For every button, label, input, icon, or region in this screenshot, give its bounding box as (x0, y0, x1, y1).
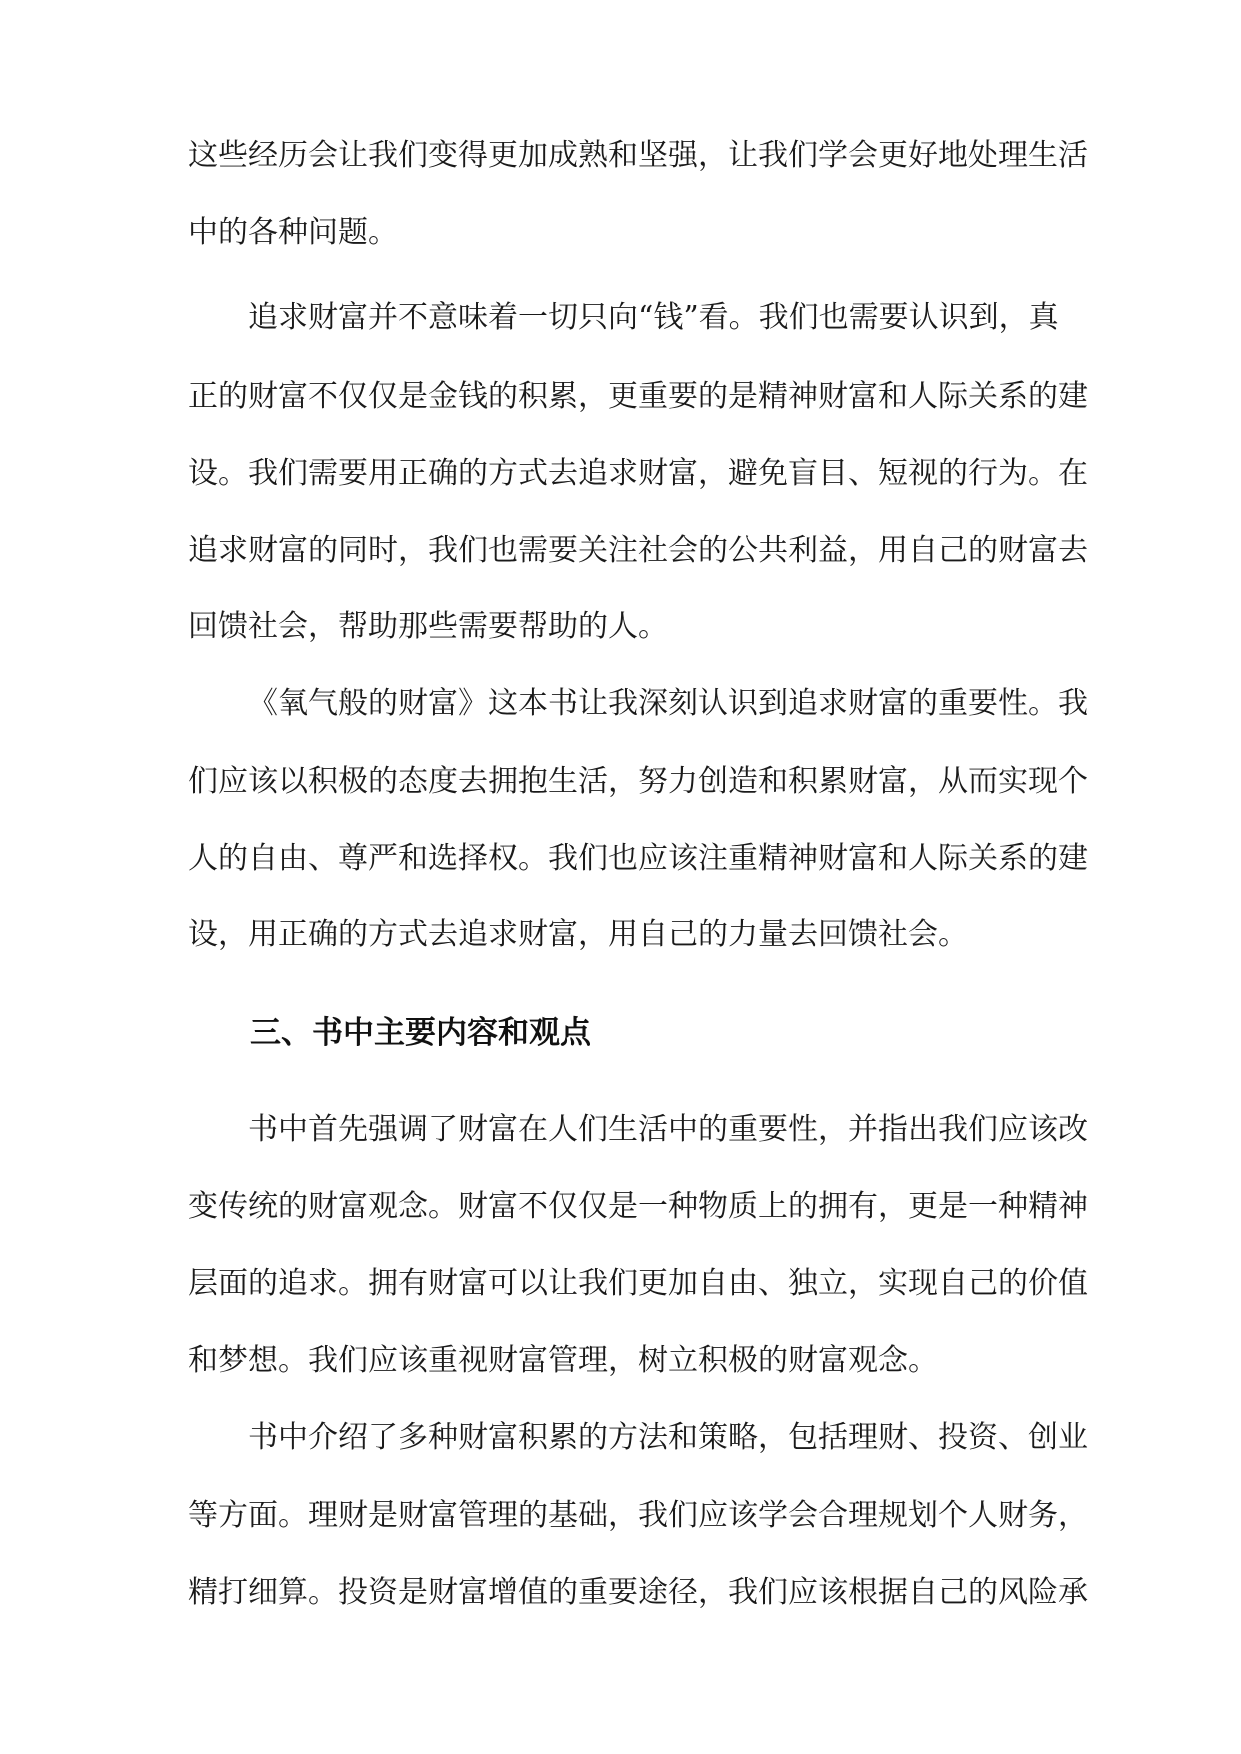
paragraph-2-line-1: 追求财富并不意味着一切只向“钱”看。我们也需要认识到，真 (248, 300, 1059, 335)
paragraph-4-line-2: 变传统的财富观念。财富不仅仅是一种物质上的拥有，更是一种精神 (188, 1189, 1088, 1224)
paragraph-5-line-3: 精打细算。投资是财富增值的重要途径，我们应该根据自己的风险承 (188, 1575, 1088, 1610)
section-heading: 三、书中主要内容和观点 (250, 1015, 591, 1051)
paragraph-2-line-2: 正的财富不仅仅是金钱的积累，更重要的是精神财富和人际关系的建 (188, 379, 1088, 414)
paragraph-5-line-1: 书中介绍了多种财富积累的方法和策略，包括理财、投资、创业 (248, 1420, 1088, 1455)
paragraph-5-line-2: 等方面。理财是财富管理的基础，我们应该学会合理规划个人财务， (188, 1498, 1088, 1533)
paragraph-3-line-2: 们应该以积极的态度去拥抱生活，努力创造和积累财富，从而实现个 (188, 764, 1088, 799)
paragraph-2-line-5: 回馈社会，帮助那些需要帮助的人。 (188, 609, 668, 644)
paragraph-1-line-1: 这些经历会让我们变得更加成熟和坚强，让我们学会更好地处理生活 (188, 138, 1088, 173)
paragraph-4-line-1: 书中首先强调了财富在人们生活中的重要性，并指出我们应该改 (248, 1112, 1088, 1147)
paragraph-2-line-4: 追求财富的同时，我们也需要关注社会的公共利益，用自己的财富去 (188, 533, 1088, 568)
paragraph-2-line-3: 设。我们需要用正确的方式去追求财富，避免盲目、短视的行为。在 (188, 456, 1088, 491)
paragraph-1-line-2: 中的各种问题。 (188, 215, 398, 250)
paragraph-4-line-4: 和梦想。我们应该重视财富管理，树立积极的财富观念。 (188, 1343, 938, 1378)
paragraph-4-line-3: 层面的追求。拥有财富可以让我们更加自由、独立，实现自己的价值 (188, 1266, 1088, 1301)
paragraph-3-line-3: 人的自由、尊严和选择权。我们也应该注重精神财富和人际关系的建 (188, 841, 1088, 876)
paragraph-3-line-1: 《氧气般的财富》这本书让我深刻认识到追求财富的重要性。我 (248, 686, 1088, 721)
paragraph-3-line-4: 设，用正确的方式去追求财富，用自己的力量去回馈社会。 (188, 917, 968, 952)
